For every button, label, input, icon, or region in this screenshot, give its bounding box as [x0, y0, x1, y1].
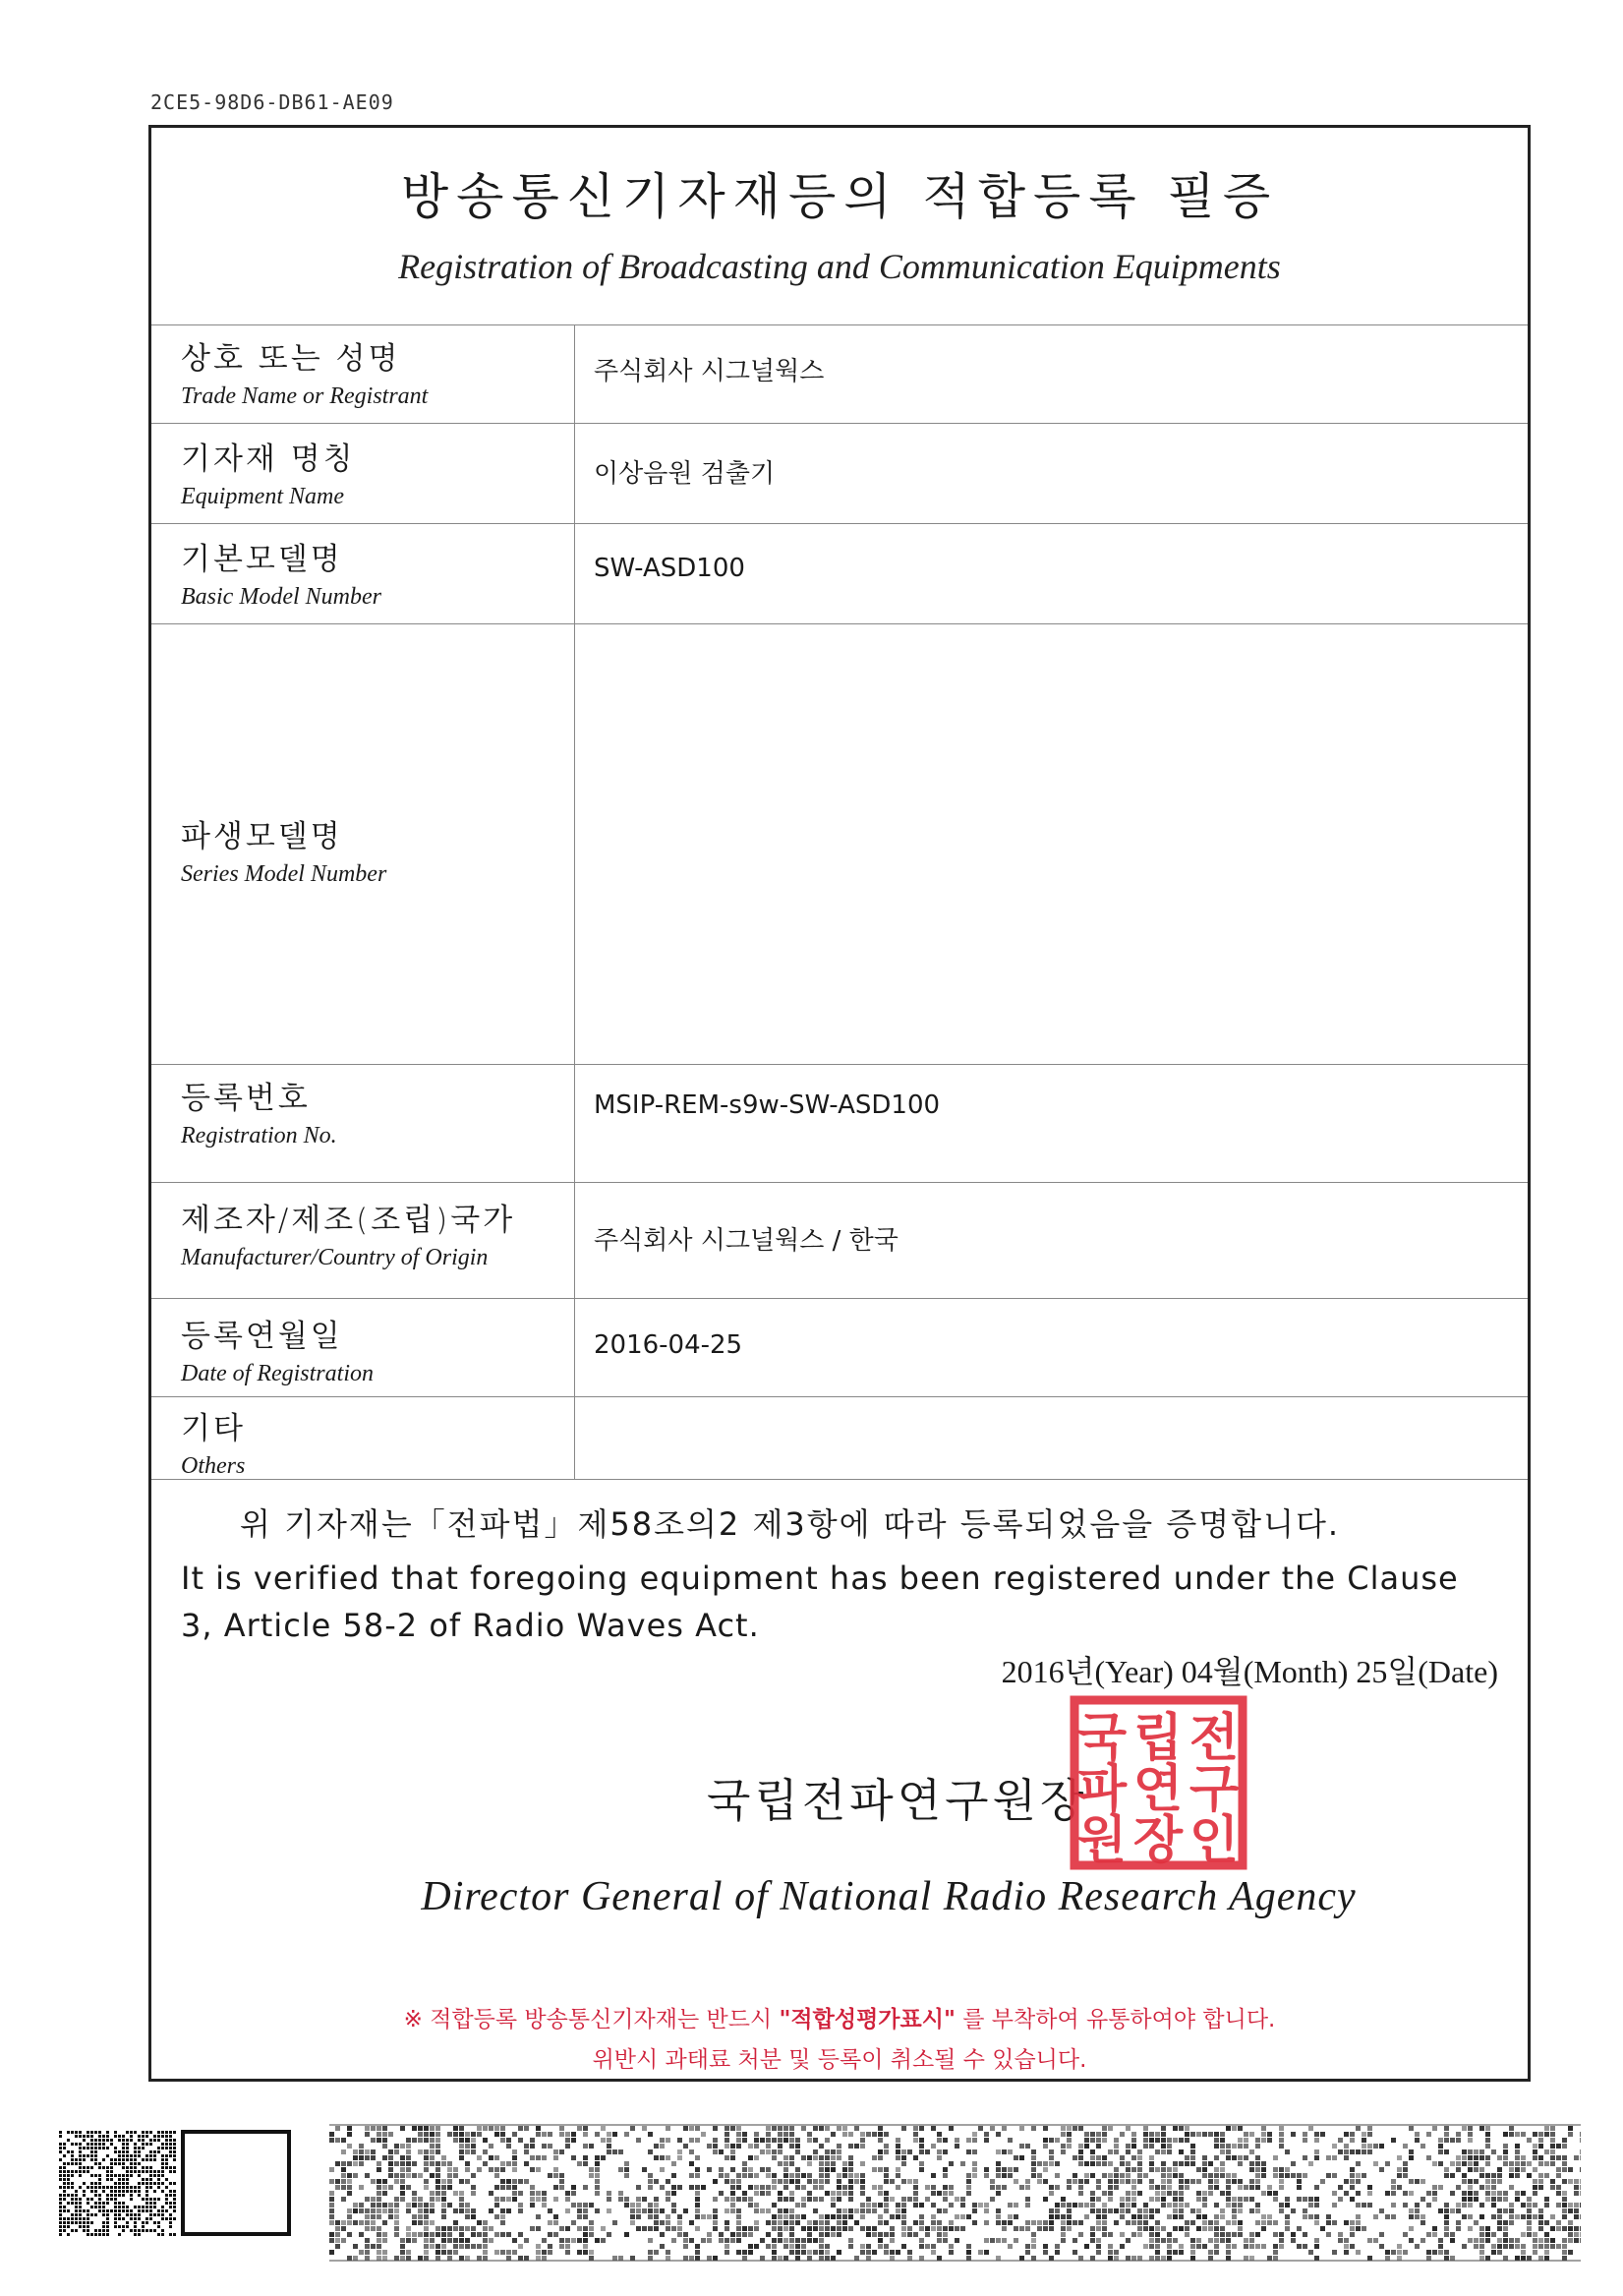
row-manufacturer: [151, 1182, 1528, 1299]
value-registration-no: MSIP-REM-s9w-SW-ASD100: [594, 1090, 941, 1120]
value-registration-date: 2016-04-25: [594, 1330, 743, 1360]
notice-emphasis: "적합성평가표시": [779, 2007, 956, 2032]
document-code: 2CE5-98D6-DB61-AE09: [150, 90, 394, 114]
value-basic-model: SW-ASD100: [594, 554, 745, 583]
label-korean: 파생모델명: [181, 819, 343, 854]
label-english: Manufacturer/Country of Origin: [181, 1245, 489, 1270]
seal-char: 전: [1188, 1709, 1240, 1768]
label-english: Registration No.: [181, 1123, 337, 1148]
official-seal-stamp: [1069, 1694, 1248, 1871]
qr-code: [57, 2129, 293, 2237]
issuer-korean: 국립전파연구원장: [707, 1774, 1088, 1827]
row-basic-model: [151, 523, 1528, 624]
label-korean: 기본모델명: [181, 542, 343, 577]
notice-line-2: 위반시 과태료 처분 및 등록이 취소될 수 있습니다.: [592, 2047, 1087, 2073]
label-english: Trade Name or Registrant: [181, 383, 429, 409]
label-korean: 기타: [181, 1411, 246, 1446]
certificate-frame: [148, 125, 1531, 2082]
row-series-model: [151, 623, 1528, 1065]
warning-notice: [151, 2001, 1528, 2074]
label-korean: 등록연월일: [181, 1319, 343, 1354]
notice-line-1-start: ※ 적합등록 방송통신기자재는 반드시: [403, 2007, 780, 2032]
row-trade-name: [151, 324, 1528, 424]
statement: [181, 1500, 1498, 1649]
statement-korean: 위 기자재는「전파법」제58조의2 제3항에 따라 등록되었음을 증명합니다.: [240, 1505, 1341, 1543]
row-others: [151, 1396, 1528, 1480]
2d-barcode-strip: [329, 2124, 1581, 2262]
title-english: Registration of Broadcasting and Communication Equipments: [398, 247, 1281, 286]
row-registration-no: [151, 1064, 1528, 1183]
value-manufacturer: 주식회사 시그널웍스 / 한국: [594, 1226, 898, 1256]
seal-char: 구: [1188, 1760, 1240, 1819]
issuer-english: Director General of National Radio Research Agency: [421, 1874, 1357, 1919]
label-korean: 등록번호: [181, 1081, 311, 1116]
row-equipment-name: [151, 423, 1528, 524]
row-registration-date: [151, 1298, 1528, 1397]
label-korean: 제조자/제조(조립)국가: [181, 1203, 516, 1238]
seal-char: 원: [1076, 1811, 1128, 1870]
label-korean: 기자재 명칭: [181, 442, 356, 477]
seal-char: 국: [1076, 1709, 1128, 1768]
label-korean: 상호 또는 성명: [181, 341, 401, 377]
value-trade-name: 주식회사 시그널웍스: [594, 357, 825, 386]
label-english: Others: [181, 1453, 246, 1479]
value-equipment-name: 이상음원 검출기: [594, 459, 776, 489]
seal-char: 인: [1188, 1811, 1240, 1870]
label-english: Date of Registration: [181, 1361, 374, 1386]
title-korean: 방송통신기자재등의 적합등록 필증: [400, 168, 1279, 225]
seal-char: 립: [1132, 1709, 1184, 1768]
notice-line-1: [151, 2001, 1528, 2033]
label-english: Basic Model Number: [181, 584, 381, 610]
seal-char: 파: [1076, 1760, 1128, 1819]
seal-char: 연: [1132, 1760, 1184, 1819]
label-english: Equipment Name: [181, 484, 344, 509]
issue-date: 2016년(Year) 04월(Month) 25일(Date): [1001, 1654, 1498, 1689]
table-bottom-line: [151, 1479, 1528, 1480]
label-english: Series Model Number: [181, 861, 387, 887]
notice-line-1-end: 를 부착하여 유통하여야 합니다.: [955, 2007, 1276, 2032]
statement-english: It is verified that foregoing equipment has been registered under the Clause 3, Article 58-2 of Radio Waves Act.: [181, 1560, 1459, 1644]
seal-char: 장: [1132, 1811, 1184, 1870]
